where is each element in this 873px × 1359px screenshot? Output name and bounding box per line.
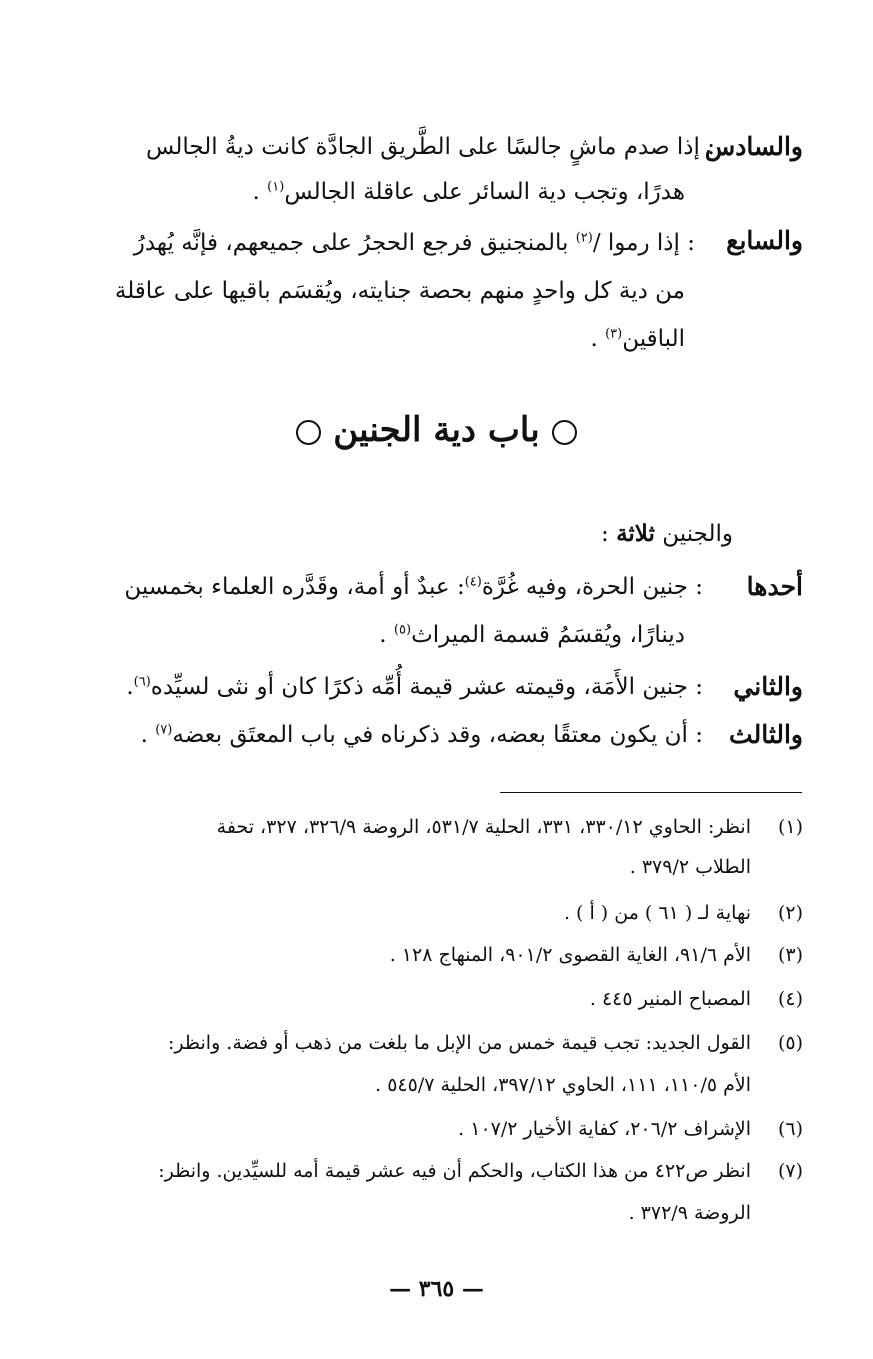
entry-text: : إذا رموا /	[592, 230, 695, 256]
footnote	[68, 1032, 803, 1102]
circle-ornament-icon	[552, 420, 577, 445]
item-heading: والثاني	[733, 672, 803, 701]
item-heading: أحدها	[746, 572, 803, 601]
footnote	[68, 1118, 803, 1148]
section-title	[0, 410, 873, 450]
entry-text-line	[253, 179, 685, 205]
footnote-ref: (٥)	[393, 622, 412, 638]
entry-text: .	[590, 326, 606, 352]
item-second	[68, 672, 803, 712]
entry-text-line: من دية كل واحدٍ منهم بحصة جنايته، ويُقسَم باقيها على عاقلة	[114, 278, 685, 304]
footnote-text: الروضة ٣٧٢/٩ .	[628, 1202, 751, 1224]
footnote-text: انظر: الحاوي ٣٣٠/١٢، ٣٣١، الحلية ٥٣١/٧، الروضة ٣٢٦/٩، ٣٢٧، تحفة	[216, 816, 751, 838]
entry-text: بالمنجنيق فرجع الحجرُ على جميعهم، فإنَّه يُهدرُ	[133, 230, 576, 256]
entry-text-line	[134, 230, 695, 256]
footnote-ref: (٢)	[575, 230, 593, 246]
entry-sixth	[68, 132, 803, 212]
footnote-text: الطلاب ٣٧٩/٢ .	[629, 856, 751, 878]
section-title-text: باب دية الجنين	[333, 410, 540, 450]
footnote-ref: (٤)	[464, 574, 482, 590]
footnote-number: (٣)	[777, 944, 803, 966]
item-text: .	[140, 722, 156, 748]
footnote-text: المصباح المنير ٤٤٥ .	[589, 988, 751, 1010]
item-text: : أن يكون معتقًا بعضه، وقد ذكرناه في باب المعتَق بعضه	[172, 722, 703, 748]
entry-heading: والسابع	[726, 226, 803, 255]
item-text-line	[379, 622, 685, 648]
item-third	[68, 720, 803, 760]
footnote-number: (٧)	[777, 1160, 803, 1182]
footnote-number: (١)	[777, 816, 803, 838]
footnote-text: الإشراف ٢٠٦/٢، كفاية الأخيار ١٠٧/٢ .	[458, 1118, 751, 1140]
item-heading: والثالث	[729, 720, 803, 749]
footnote-number: (٦)	[777, 1118, 803, 1140]
intro-count: ثلاثة	[616, 520, 655, 547]
footnote	[68, 902, 803, 932]
item-text-line	[124, 574, 703, 600]
circle-ornament-icon	[296, 420, 321, 445]
item-text: : جنين الأَمَة، وقيمته عشر قيمة أُمِّه ذكرًا كان أو نثى لسيِّده	[150, 674, 703, 700]
footnote-text: القول الجديد: تجب قيمة خمس من الإبل ما بلغت من ذهب أو فضة. وانظر:	[168, 1032, 751, 1054]
footnote-ref: (٣)	[605, 326, 623, 342]
footnote-ref: (٦)	[133, 674, 151, 690]
intro-line	[601, 520, 733, 547]
item-first	[68, 572, 803, 662]
footnote-number: (٤)	[777, 988, 803, 1010]
footnote-text: الأم ١١٠/٥، ١١١، الحاوي ٣٩٧/١٢، الحلية ٥٤٥/٧ .	[375, 1074, 751, 1096]
intro-text: والجنين	[654, 521, 733, 547]
item-text: .	[379, 622, 394, 648]
footnote-ref: (٧)	[155, 722, 173, 738]
footnote	[68, 988, 803, 1018]
footnote-divider	[500, 792, 802, 793]
item-text-line	[141, 722, 703, 748]
intro-text: :	[601, 521, 617, 547]
page-number: — ٣٦٥ —	[389, 1276, 484, 1302]
footnote	[68, 816, 803, 886]
entry-text: هدرًا، وتجب دية السائر على عاقلة الجالس	[284, 179, 685, 205]
entry-text: الباقين	[622, 326, 685, 352]
item-text: .	[126, 674, 134, 700]
footnote-ref: (١)	[267, 179, 285, 195]
entry-text-line: : إذا صدم ماشٍ جالسًا على الطَّريق الجادَّة كانت ديةُ الجالس	[146, 134, 715, 160]
item-text: : عبدٌ أو أمة، وقَدَّره العلماء بخمسين	[124, 574, 465, 600]
item-text: : جنين الحرة، وفيه غُرَّة	[481, 574, 703, 600]
footnote-number: (٢)	[777, 902, 803, 924]
entry-text-line	[590, 326, 685, 352]
footnote-number: (٥)	[777, 1032, 803, 1054]
footnote-text: نهاية لـ ( ٦١ ) من ( أ ) .	[563, 902, 751, 924]
footnote-text: انظر ص٤٢٢ من هذا الكتاب، والحكم أن فيه عشر قيمة أمه للسيِّدين. وانظر:	[158, 1160, 751, 1182]
footnote	[68, 944, 803, 974]
item-text: دينارًا، ويُقسَمُ قسمة الميراث	[411, 622, 685, 648]
item-text-line	[126, 674, 703, 700]
entry-seventh	[68, 226, 803, 356]
entry-heading: والسادس	[704, 132, 803, 161]
footnote-text: الأم ٩١/٦، الغاية القصوى ٩٠١/٢، المنهاج ١٢٨ .	[389, 944, 751, 966]
entry-text: .	[252, 179, 268, 205]
footnote	[68, 1160, 803, 1230]
